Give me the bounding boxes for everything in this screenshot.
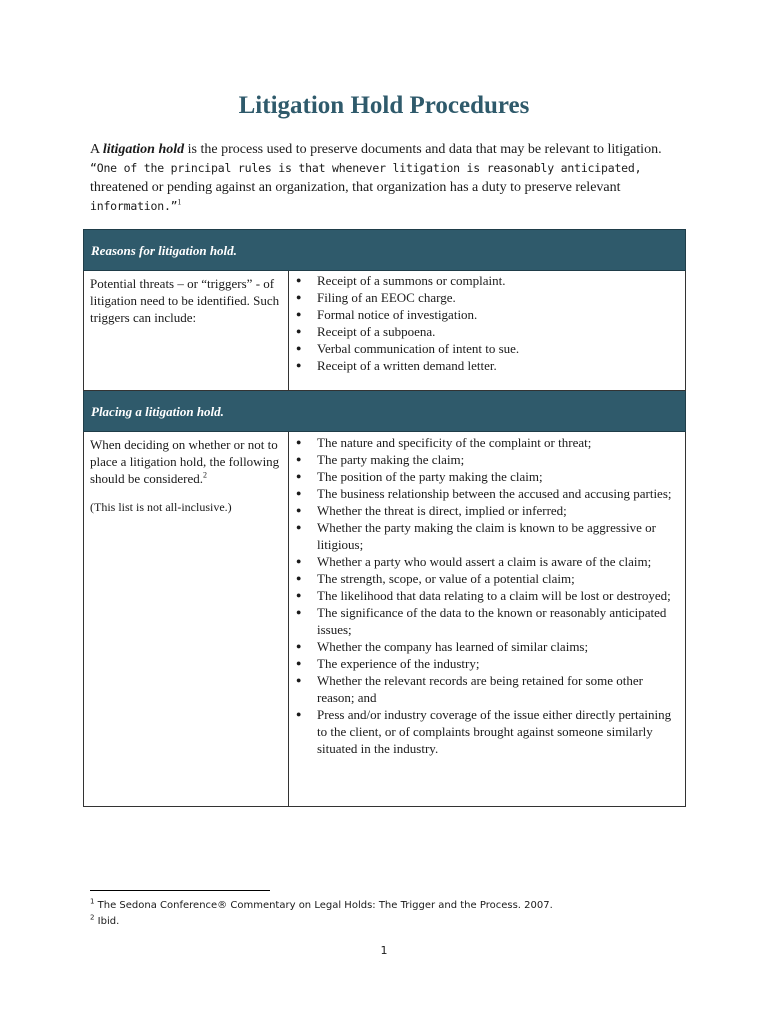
section-header-reasons-label: Reasons for litigation hold. [84, 230, 686, 271]
bullet-icon: ● [296, 471, 302, 481]
list-item [289, 323, 685, 340]
placing-description-body: When deciding on whether or not to place a litigation hold, the following should be considered. [90, 437, 280, 486]
bullet-icon: ● [296, 343, 302, 353]
bullet-icon: ● [296, 607, 302, 617]
bullet-icon: ● [296, 275, 302, 285]
footnote-2 [90, 914, 686, 930]
list-item [289, 434, 685, 451]
bullet-icon: ● [296, 556, 302, 566]
list-item [289, 451, 685, 468]
list-item [289, 587, 685, 604]
page-title: Litigation Hold Procedures [238, 92, 530, 119]
list-item-text: The strength, scope, or value of a potential claim; [317, 571, 575, 586]
list-item [289, 468, 685, 485]
footnote-1-text: The Sedona Conference® Commentary on Legal Holds: The Trigger and the Process. 2007. [94, 900, 553, 911]
reasons-list-cell [289, 271, 686, 391]
list-item [289, 638, 685, 655]
footnote-divider [90, 890, 270, 891]
list-item [289, 502, 685, 519]
list-item [289, 553, 685, 570]
list-item-text: Filing of an EEOC charge. [317, 290, 456, 305]
bullet-icon: ● [296, 360, 302, 370]
list-item-text: The business relationship between the accused and accusing parties; [317, 486, 672, 501]
section-header-reasons [84, 230, 686, 271]
list-item [289, 357, 685, 374]
list-item-text: Receipt of a summons or complaint. [317, 273, 506, 288]
page-number: 1 [380, 944, 388, 957]
list-item-text: Receipt of a subpoena. [317, 324, 436, 339]
section-row-reasons [84, 271, 686, 391]
bullet-icon: ● [296, 326, 302, 336]
list-item-text: Whether the company has learned of similar claims; [317, 639, 589, 654]
list-item [289, 672, 685, 706]
list-item-text: Receipt of a written demand letter. [317, 358, 497, 373]
list-item [289, 519, 685, 553]
list-item-text: Whether the threat is direct, implied or inferred; [317, 503, 567, 518]
list-item-text: The experience of the industry; [317, 656, 480, 671]
list-item [289, 306, 685, 323]
bullet-icon: ● [296, 590, 302, 600]
bullet-icon: ● [296, 437, 302, 447]
list-item-text: The likelihood that data relating to a claim will be lost or destroyed; [317, 588, 671, 603]
intro-term: litigation hold [102, 142, 185, 157]
list-item-text: Whether a party who would assert a claim is aware of the claim; [317, 554, 652, 569]
placing-footnote-mark: 2 [203, 470, 208, 480]
list-item-text: Formal notice of investigation. [317, 307, 478, 322]
footnote-1 [90, 898, 686, 914]
bullet-icon: ● [296, 505, 302, 515]
intro-line1: is the process used to preserve documents and data that may be relevant to litigation. [184, 142, 662, 157]
list-item [289, 706, 685, 757]
bullet-icon: ● [296, 292, 302, 302]
list-item-text: Whether the party making the claim is known to be aggressive or litigious; [317, 520, 656, 552]
bullet-icon: ● [296, 573, 302, 583]
list-item [289, 340, 685, 357]
reasons-description [84, 271, 289, 391]
intro-footnote-mark: 1 [177, 197, 182, 207]
list-item-text: The party making the claim; [317, 452, 465, 467]
list-item [289, 604, 685, 638]
placing-list [289, 434, 685, 757]
placing-description [84, 432, 289, 807]
bullet-icon: ● [296, 488, 302, 498]
footnote-2-text: Ibid. [94, 916, 120, 927]
list-item-text: Whether the relevant records are being retained for some other reason; and [317, 673, 643, 705]
intro-quote: “One of the principal rules is that whenever litigation is reasonably anticipated, [90, 161, 642, 175]
intro-line3: threatened or pending against an organization, that organization has a duty to preserve relevant [90, 180, 621, 195]
section-row-placing [84, 432, 686, 807]
section-header-placing [84, 391, 686, 432]
bullet-icon: ● [296, 658, 302, 668]
list-item-text: The position of the party making the claim; [317, 469, 543, 484]
footnotes [90, 898, 686, 930]
intro-paragraph [90, 141, 686, 216]
bullet-icon: ● [296, 454, 302, 464]
list-item [289, 485, 685, 502]
intro-quote-end: information.” [90, 199, 178, 213]
reasons-description-text: Potential threats – or “triggers” - of litigation need to be identified. Such triggers can include: [90, 276, 280, 325]
bullet-icon: ● [296, 309, 302, 319]
list-item-text: The nature and specificity of the complaint or threat; [317, 435, 592, 450]
placing-note: (This list is not all-inclusive.) [90, 500, 232, 514]
list-item [289, 570, 685, 587]
footnote-2-mark: 2 [90, 913, 95, 922]
bullet-icon: ● [296, 641, 302, 651]
list-item-text: The significance of the data to the known or reasonably anticipated issues; [317, 605, 667, 637]
reasons-list [289, 272, 685, 374]
placing-description-text [90, 436, 282, 487]
list-item [289, 289, 685, 306]
litigation-hold-table [83, 229, 686, 807]
list-item-text: Press and/or industry coverage of the issue either directly pertaining to the client, or of complaints brought against someone similarly situated in the industry. [317, 707, 672, 756]
list-item-text: Verbal communication of intent to sue. [317, 341, 520, 356]
placing-list-cell [289, 432, 686, 807]
bullet-icon: ● [296, 522, 302, 532]
footnote-1-mark: 1 [90, 897, 95, 906]
section-header-placing-label: Placing a litigation hold. [84, 391, 686, 432]
list-item [289, 655, 685, 672]
bullet-icon: ● [296, 709, 302, 719]
list-item [289, 272, 685, 289]
intro-prefix: A [90, 142, 103, 157]
bullet-icon: ● [296, 675, 302, 685]
